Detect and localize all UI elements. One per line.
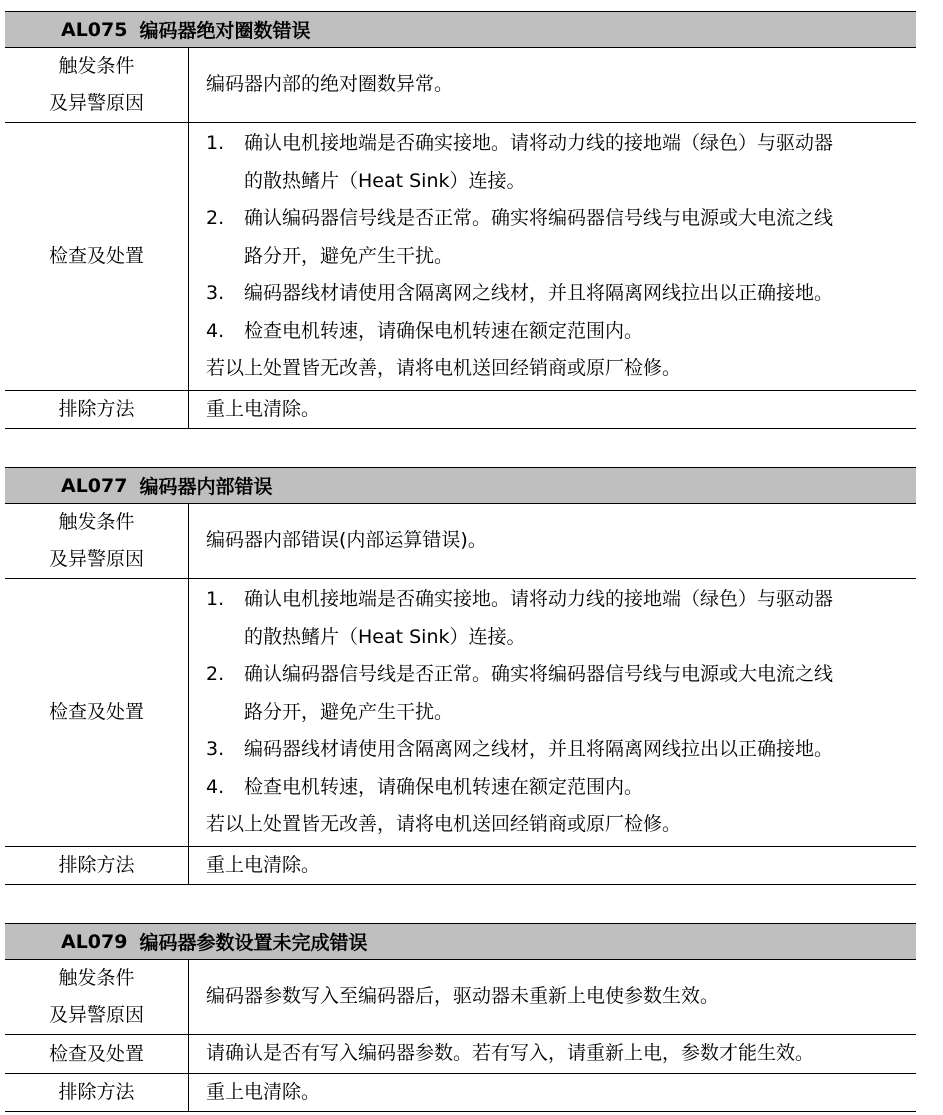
clear-value: 重上电清除。 bbox=[206, 1080, 321, 1103]
clear-label-text: 排除方法 bbox=[58, 854, 135, 876]
trigger-label-line1: 触发条件 bbox=[58, 55, 135, 77]
list-item bbox=[206, 656, 916, 731]
list-item bbox=[206, 313, 916, 351]
list-item-line: 确认编码器信号线是否正常。确实将编码器信号线与电源或大电流之线 bbox=[244, 663, 834, 686]
clear-label bbox=[5, 1074, 189, 1111]
check-row bbox=[5, 579, 916, 847]
clear-row bbox=[5, 391, 916, 429]
list-item-line: 的散热鳍片（Heat Sink）连接。 bbox=[244, 169, 526, 192]
list-item-number: 3. bbox=[206, 738, 225, 761]
list-item-line: 检查电机转速，请确保电机转速在额定范围内。 bbox=[244, 319, 644, 342]
trigger-label-line1: 触发条件 bbox=[58, 511, 135, 533]
list-item bbox=[206, 731, 916, 769]
alarm-table-al079 bbox=[5, 923, 916, 1112]
clear-label bbox=[5, 847, 189, 884]
alarm-code: AL075 bbox=[61, 18, 128, 41]
trigger-row bbox=[5, 504, 916, 579]
clear-row bbox=[5, 847, 916, 885]
list-item-line: 确认编码器信号线是否正常。确实将编码器信号线与电源或大电流之线 bbox=[244, 207, 834, 230]
list-item-line: 路分开，避免产生干扰。 bbox=[244, 244, 454, 267]
trigger-label-line2: 及异警原因 bbox=[48, 1004, 144, 1026]
list-item-line: 确认电机接地端是否确实接地。请将动力线的接地端（绿色）与驱动器 bbox=[244, 132, 834, 155]
check-label-text: 检查及处置 bbox=[48, 245, 144, 267]
check-list bbox=[206, 125, 916, 350]
clear-row bbox=[5, 1074, 916, 1112]
check-list bbox=[206, 581, 916, 806]
check-label-text: 检查及处置 bbox=[48, 1042, 144, 1065]
list-item bbox=[206, 125, 916, 200]
clear-label-text: 排除方法 bbox=[58, 1081, 135, 1103]
trigger-row bbox=[5, 960, 916, 1035]
list-item-line: 的散热鳍片（Heat Sink）连接。 bbox=[244, 625, 526, 648]
check-label-text: 检查及处置 bbox=[48, 701, 144, 723]
list-item-number: 2. bbox=[206, 663, 225, 686]
check-value bbox=[189, 579, 916, 846]
check-note: 若以上处置皆无改善，请将电机送回经销商或原厂检修。 bbox=[206, 813, 682, 836]
check-value bbox=[189, 123, 916, 390]
alarm-title: 编码器绝对圈数错误 bbox=[139, 20, 311, 42]
alarm-table-al075 bbox=[5, 11, 916, 429]
list-item bbox=[206, 200, 916, 275]
trigger-row bbox=[5, 48, 916, 123]
list-item-line: 路分开，避免产生干扰。 bbox=[244, 700, 454, 723]
list-item-line: 检查电机转速，请确保电机转速在额定范围内。 bbox=[244, 775, 644, 798]
clear-label bbox=[5, 391, 189, 428]
list-item bbox=[206, 581, 916, 656]
list-item-number: 4. bbox=[206, 319, 225, 342]
check-label bbox=[5, 123, 189, 390]
check-value: 请确认是否有写入编码器参数。若有写入，请重新上电，参数才能生效。 bbox=[206, 1042, 815, 1065]
check-row bbox=[5, 1035, 916, 1074]
check-note: 若以上处置皆无改善，请将电机送回经销商或原厂检修。 bbox=[206, 357, 682, 380]
alarm-header bbox=[5, 924, 916, 960]
list-item-number: 2. bbox=[206, 207, 225, 230]
trigger-label-line2: 及异警原因 bbox=[48, 548, 144, 570]
trigger-value: 编码器内部错误(内部运算错误)。 bbox=[206, 529, 487, 552]
list-item-line: 编码器线材请使用含隔离网之线材，并且将隔离网线拉出以正确接地。 bbox=[244, 282, 834, 305]
list-item-number: 3. bbox=[206, 282, 225, 305]
trigger-label bbox=[5, 48, 189, 122]
trigger-label bbox=[5, 504, 189, 578]
clear-value: 重上电清除。 bbox=[206, 397, 321, 420]
alarm-table-al077 bbox=[5, 467, 916, 885]
clear-value: 重上电清除。 bbox=[206, 853, 321, 876]
alarm-title: 编码器参数设置未完成错误 bbox=[139, 932, 368, 954]
list-item bbox=[206, 275, 916, 313]
alarm-header bbox=[5, 468, 916, 504]
check-label bbox=[5, 579, 189, 846]
alarm-code: AL077 bbox=[61, 474, 128, 497]
list-item-number: 4. bbox=[206, 775, 225, 798]
trigger-label bbox=[5, 960, 189, 1034]
list-item-line: 编码器线材请使用含隔离网之线材，并且将隔离网线拉出以正确接地。 bbox=[244, 738, 834, 761]
alarm-title: 编码器内部错误 bbox=[139, 476, 273, 498]
list-item bbox=[206, 769, 916, 807]
clear-label-text: 排除方法 bbox=[58, 398, 135, 420]
trigger-label-line2: 及异警原因 bbox=[48, 92, 144, 114]
trigger-label-line1: 触发条件 bbox=[58, 967, 135, 989]
check-label bbox=[5, 1035, 189, 1073]
list-item-number: 1. bbox=[206, 588, 225, 611]
alarm-code: AL079 bbox=[61, 930, 128, 953]
trigger-value: 编码器内部的绝对圈数异常。 bbox=[206, 73, 454, 96]
list-item-number: 1. bbox=[206, 132, 225, 155]
trigger-value: 编码器参数写入至编码器后，驱动器未重新上电使参数生效。 bbox=[206, 985, 720, 1008]
alarm-header bbox=[5, 12, 916, 48]
check-row bbox=[5, 123, 916, 391]
list-item-line: 确认电机接地端是否确实接地。请将动力线的接地端（绿色）与驱动器 bbox=[244, 588, 834, 611]
